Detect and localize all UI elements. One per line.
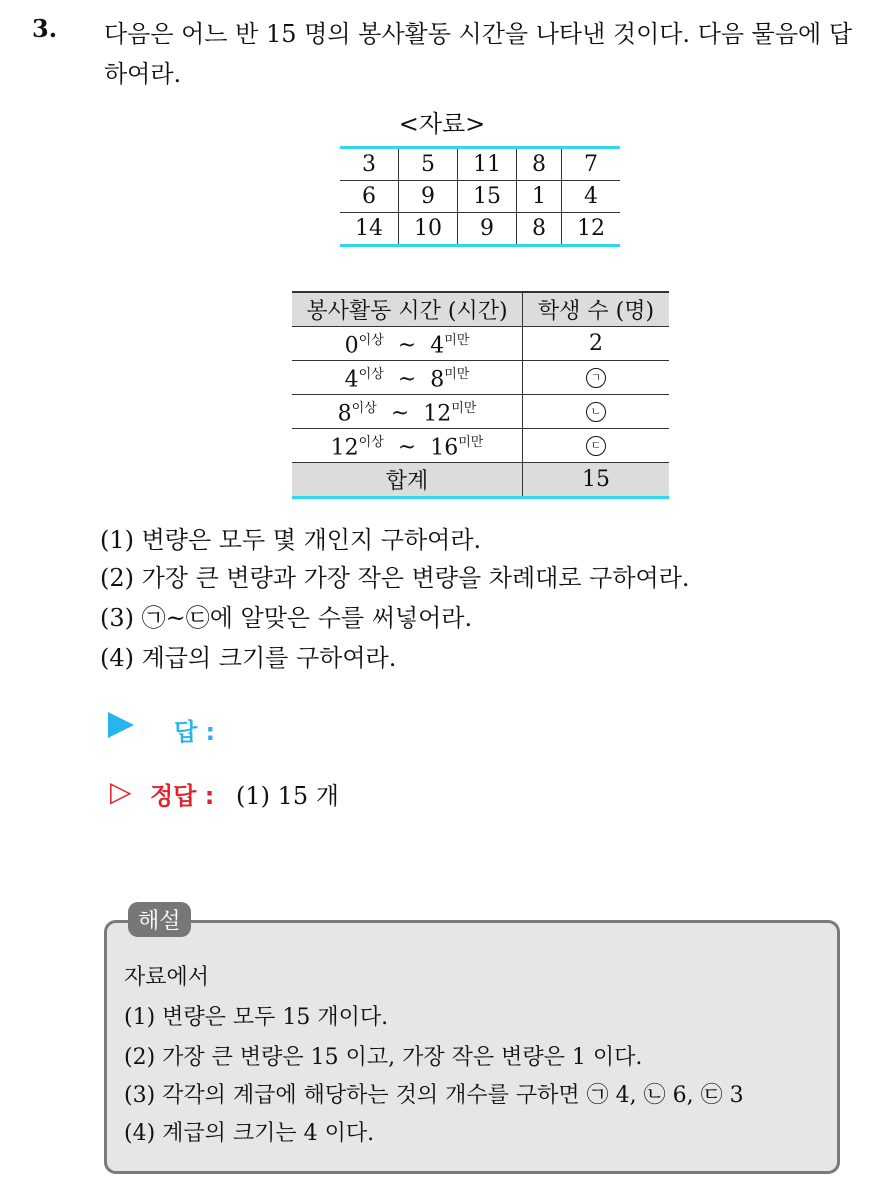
explanation-line: 자료에서 [124, 965, 210, 990]
data-cell: 6 [340, 181, 399, 213]
correct-answer-text: (1) 15 개 [236, 782, 339, 810]
data-row [340, 181, 620, 213]
data-cell: 14 [340, 213, 399, 246]
frequency-blank [523, 429, 670, 463]
data-cell: 8 [517, 148, 562, 181]
data-table [340, 146, 620, 247]
question-number: 3. [32, 14, 58, 43]
header-students: 학생 수 (명) [523, 292, 670, 327]
circled-nieun-icon: ㄴ [586, 402, 606, 422]
data-cell: 9 [458, 213, 517, 246]
table-row [292, 361, 669, 395]
data-row [340, 213, 620, 246]
class-interval: $4^{이상}$ ~ $8^{미만}$ [292, 361, 523, 395]
data-row [340, 148, 620, 181]
data-cell: 12 [562, 213, 621, 246]
frequency-blank [523, 395, 670, 429]
explanation-tag: 해설 [128, 902, 191, 937]
explanation-line: (2) 가장 큰 변량은 15 이고, 가장 작은 변량은 1 이다. [124, 1045, 643, 1070]
explanation-line: (4) 계급의 크기는 4 이다. [124, 1121, 375, 1146]
header-hours: 봉사활동 시간 (시간) [292, 292, 523, 327]
data-cell: 4 [562, 181, 621, 213]
sub-question-1: (1) 변량은 모두 몇 개인지 구하여라. [100, 526, 482, 554]
circled-digeut-icon: ㄷ [586, 436, 606, 456]
frequency-blank [523, 361, 670, 395]
sub-question-4: (4) 계급의 크기를 구하여라. [100, 644, 397, 672]
class-interval: $8^{이상}$ ~ $12^{미만}$ [292, 395, 523, 429]
class-interval: $0^{이상}$ ~ $4^{미만}$ [292, 327, 523, 361]
data-cell: 10 [399, 213, 458, 246]
sub-question-3: (3) ㉠~㉢에 알맞은 수를 써넣어라. [100, 604, 473, 632]
data-cell: 11 [458, 148, 517, 181]
total-label: 합계 [292, 463, 523, 498]
total-row [292, 463, 669, 498]
data-cell: 15 [458, 181, 517, 213]
data-cell: 1 [517, 181, 562, 213]
data-cell: 3 [340, 148, 399, 181]
class-interval: $12^{이상}$ ~ $16^{미만}$ [292, 429, 523, 463]
data-cell: 5 [399, 148, 458, 181]
sub-question-2: (2) 가장 큰 변량과 가장 작은 변량을 차례대로 구하여라. [100, 564, 690, 592]
explanation-line: (3) 각각의 계급에 해당하는 것의 개수를 구하면 ㉠ 4, ㉡ 6, ㉢ 3 [124, 1083, 744, 1108]
explanation-line: (1) 변량은 모두 15 개이다. [124, 1005, 389, 1030]
answer-label: 답 : [174, 718, 216, 746]
table-row [292, 429, 669, 463]
table-row [292, 327, 669, 361]
circled-giyeok-icon: ㄱ [586, 368, 606, 388]
data-caption: <자료> [398, 110, 486, 138]
data-cell: 7 [562, 148, 621, 181]
data-cell: 9 [399, 181, 458, 213]
total-value: 15 [523, 463, 670, 498]
frequency-table [292, 291, 669, 499]
correct-arrow-icon: ▷ [110, 775, 132, 808]
table-row [292, 395, 669, 429]
answer-arrow-icon [108, 712, 134, 738]
question-text: 다음은 어느 반 15 명의 봉사활동 시간을 나타낸 것이다. 다음 물음에 답하여라. [104, 20, 853, 88]
data-cell: 8 [517, 213, 562, 246]
correct-label: 정답 : [150, 782, 215, 810]
frequency-value: 2 [523, 327, 670, 361]
